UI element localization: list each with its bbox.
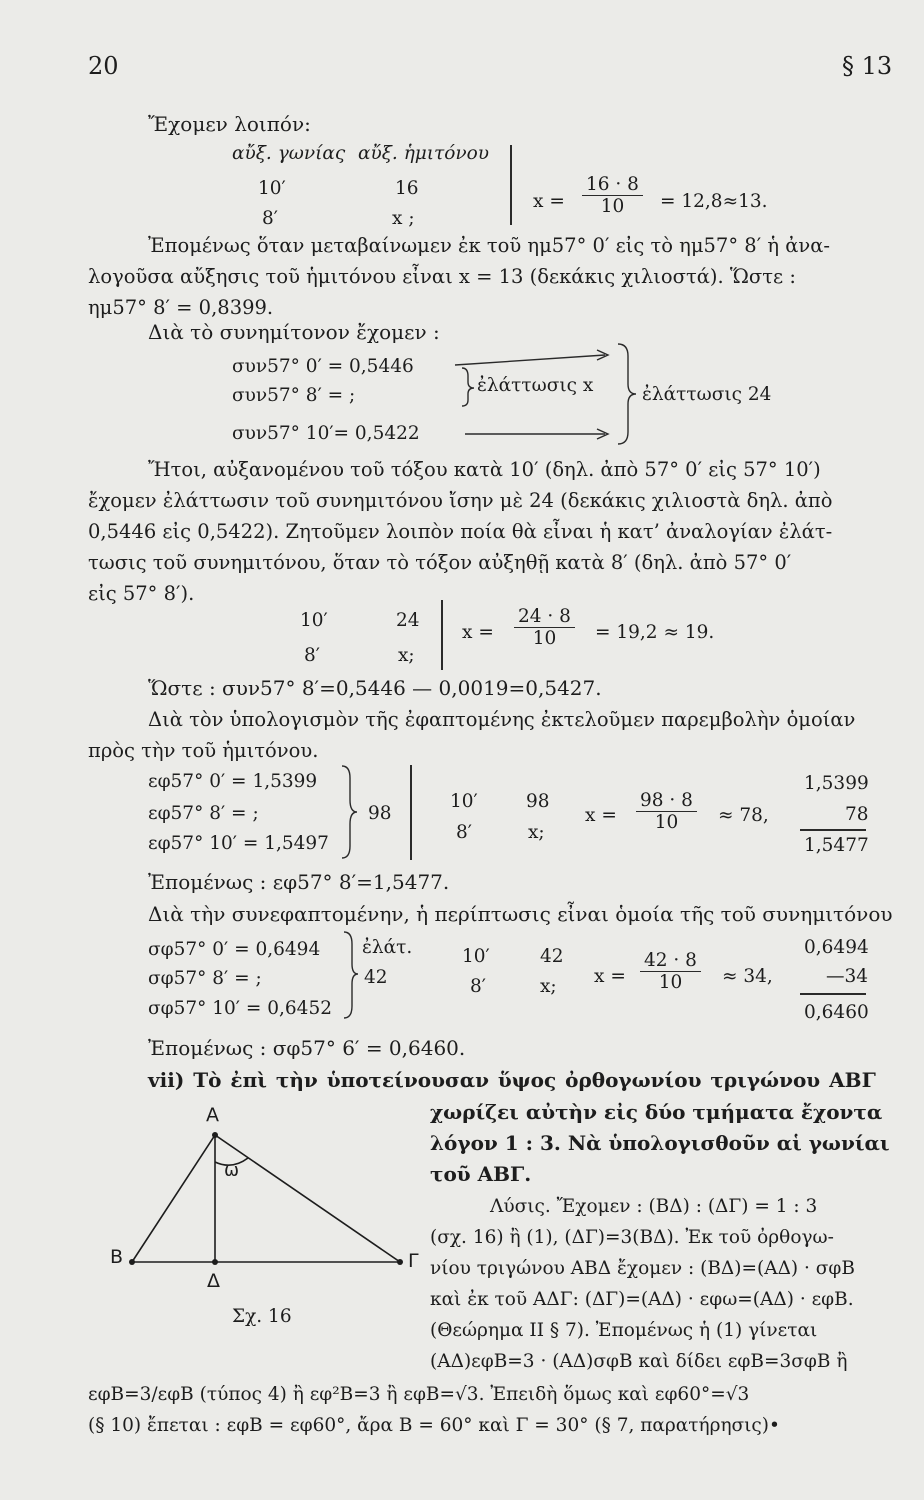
cot-fraction-den: 10 [658, 972, 683, 993]
table2-x-equals: x = [462, 622, 494, 643]
problem-line-4: τοῦ ΑΒΓ. [430, 1162, 532, 1186]
solution-line-5: (Θεώρημα ΙΙ § 7). Ἐπομένως ἡ (1) γίνεται [430, 1320, 818, 1341]
solution-text: Λύσις. Ἔχομεν : (ΒΔ) : (ΔΓ) = 1 : 3 [490, 1196, 818, 1217]
paragraph-2-line: εἰς 57° 8′). [88, 582, 195, 605]
paragraph-2-line: τωσις τοῦ συνημιτόνου, ὅταν τὸ τόξον αὐξηθῇ κατὰ 8′ (δηλ. ἀπὸ 57° 0′ [88, 551, 792, 574]
tan-fraction-num: 98 · 8 [636, 790, 697, 812]
cos-row-3: συν57° 10′= 0,5422 [232, 423, 420, 444]
point-d [212, 1259, 218, 1265]
problem-line-3: λόγον 1 : 3. Νὰ ὑπολογισθοῦν αἱ γωνίαι [430, 1131, 890, 1155]
label-g: Γ [408, 1250, 419, 1272]
cos-decrease-24: ἐλάττωσις 24 [642, 384, 772, 405]
tan-t-r2c1: 8′ [456, 822, 472, 843]
tan-t-r2c2: x; [528, 822, 545, 843]
solution-line-4: καὶ ἐκ τοῦ ΑΔΓ: (ΔΓ)=(ΑΔ) · εφω=(ΑΔ) · εφΒ. [430, 1289, 854, 1310]
point-b [129, 1259, 135, 1265]
cos-row-1: συν57° 0′ = 0,5446 [232, 356, 414, 377]
table2-fraction-den: 10 [532, 628, 557, 649]
tan-fraction-den: 10 [654, 812, 679, 833]
table2-fraction-num: 24 · 8 [514, 606, 575, 628]
tan-row-1: εφ57° 0′ = 1,5399 [148, 771, 318, 792]
table1-col2-header: αὔξ. ἡμιτόνου [358, 143, 490, 164]
paragraph-1-line: λογοῦσα αὔξησις τοῦ ἡμιτόνου εἶναι x = 13 (δεκάκις χιλιοστά). Ὥστε : [88, 265, 796, 288]
tan-intro-line: πρὸς τὴν τοῦ ἡμιτόνου. [88, 739, 319, 762]
paragraph-2-line: ἔχομεν ἐλάττωσιν τοῦ συνημιτόνου ἴσην μὲ 24 (δεκάκις χιλιοστὰ δηλ. ἀπὸ [88, 489, 833, 512]
table2-r2c1: 8′ [304, 645, 320, 666]
triangle [132, 1135, 400, 1262]
tan-result-line: Ἐπομένως : εφ57° 8′=1,5477. [148, 870, 450, 894]
cot-fraction-num: 42 · 8 [640, 950, 701, 972]
solution-line-6: (ΑΔ)εφΒ=3 · (ΑΔ)σφΒ καὶ δίδει εφΒ=3σφΒ ἢ [430, 1351, 848, 1372]
cot-intro: Διὰ τὴν συνεφαπτομένην, ἡ περίπτωσις εἶναι ὁμοία τῆς τοῦ συνημιτόνου [148, 902, 893, 926]
table1-col1-header: αὔξ. γωνίας [232, 143, 346, 164]
tan-addend-2: 78 [845, 804, 869, 825]
solution-line-7: εφΒ=3/εφΒ (τύπος 4) ἢ εφ²Β=3 ἢ εφΒ=√3. Ἐπειδὴ ὅμως καὶ εφ60°=√3 [88, 1384, 750, 1405]
table1-fraction-den: 10 [600, 196, 625, 217]
table1-x-equals: x = [533, 191, 565, 212]
cot-row-1: σφ57° 0′ = 0,6494 [148, 939, 321, 960]
problem-line-1: vii) Τὸ ἐπὶ τὴν ὑποτείνουσαν ὕψος ὀρθογωνίου τριγώνου ΑΒΓ [148, 1068, 876, 1092]
tan-row-3: εφ57° 10′ = 1,5497 [148, 833, 329, 854]
cot-diff: 42 [364, 967, 388, 988]
solution-line-2: (σχ. 16) ἢ (1), (ΔΓ)=3(ΒΔ). Ἐκ τοῦ ὀρθογω- [430, 1227, 834, 1248]
tan-row-2: εφ57° 8′ = ; [148, 803, 259, 824]
tan-diff: 98 [368, 803, 392, 824]
tan-result: ≈ 78, [718, 805, 769, 826]
solution-line-8: (§ 10) ἔπεται : εφΒ = εφ60°, ἄρα Β = 60° καὶ Γ = 30° (§ 7, παρατήρησις)• [88, 1415, 780, 1436]
label-d: Δ [207, 1270, 220, 1292]
paragraph-1-line: ημ57° 8′ = 0,8399. [88, 296, 274, 319]
table2-r1c2: 24 [396, 610, 420, 631]
table1-fraction-num: 16 · 8 [582, 174, 643, 196]
tan-addend-1: 1,5399 [804, 773, 869, 794]
label-a: Α [206, 1104, 219, 1126]
paragraph-2-line: 0,5446 εἰς 0,5422). Ζητοῦμεν λοιπὸν ποία θὰ εἶναι ἡ κατ’ ἀναλογίαν ἐλάτ- [88, 520, 833, 543]
cot-t-r1c1: 10′ [462, 946, 490, 967]
section-number: § 13 [842, 52, 893, 80]
cot-t-r2c1: 8′ [470, 976, 486, 997]
tan-t-r1c1: 10′ [450, 791, 478, 812]
cos-intro: Διὰ τὸ συνημίτονον ἔχομεν : [148, 320, 440, 344]
table2-result: = 19,2 ≈ 19. [595, 622, 715, 643]
label-b: Β [110, 1246, 124, 1268]
table1-r2c2: x ; [392, 208, 415, 229]
cot-t-r1c2: 42 [540, 946, 564, 967]
intro-line: Ἔχομεν λοιπόν: [148, 112, 311, 136]
cos-decrease-x: ἐλάττωσις x [477, 375, 594, 396]
tan-intro-line: Διὰ τὸν ὑπολογισμὸν τῆς ἐφαπτομένης ἐκτελοῦμεν παρεμβολὴν ὁμοίαν [148, 708, 856, 731]
table1-r2c1: 8′ [262, 208, 278, 229]
paragraph-1-line: Ἐπομένως ὅταν μεταβαίνωμεν ἐκ τοῦ ημ57° 0′ εἰς τὸ ημ57° 8′ ἡ ἀνα- [148, 234, 830, 257]
tan-sum: 1,5477 [804, 835, 869, 856]
cot-row-3: σφ57° 10′ = 0,6452 [148, 998, 332, 1019]
table1-r1c1: 10′ [258, 178, 286, 199]
problem-line-2: χωρίζει αὐτὴν εἰς δύο τμήματα ἔχοντα [430, 1100, 883, 1124]
paragraph-2-line: Ἤτοι, αὐξανομένου τοῦ τόξου κατὰ 10′ (δηλ. ἀπὸ 57° 0′ εἰς 57° 10′) [148, 458, 821, 481]
tan-x-equals: x = [585, 805, 617, 826]
tan-t-r1c2: 98 [526, 791, 550, 812]
table1-r1c2: 16 [395, 178, 419, 199]
cot-sum: 0,6460 [804, 1002, 869, 1023]
cot-diff-label: ἐλάτ. [362, 937, 413, 958]
cos-row-2: συν57° 8′ = ; [232, 385, 356, 406]
table1-result: = 12,8≈13. [660, 191, 768, 212]
cot-addend-1: 0,6494 [804, 937, 869, 958]
table2-r2c2: x; [398, 645, 415, 666]
label-omega: ω [224, 1160, 240, 1181]
cot-result-line: Ἐπομένως : σφ57° 6′ = 0,6460. [148, 1036, 466, 1060]
solution-line-3: νίου τριγώνου ΑΒΔ ἔχομεν : (ΒΔ)=(ΑΔ) · σφΒ [430, 1258, 855, 1279]
cot-x-equals: x = [594, 966, 626, 987]
point-g [397, 1259, 403, 1265]
table2-r1c1: 10′ [300, 610, 328, 631]
cot-row-2: σφ57° 8′ = ; [148, 968, 262, 989]
point-a [212, 1132, 218, 1138]
cot-t-r2c2: x; [540, 976, 557, 997]
cot-result: ≈ 34, [722, 966, 773, 987]
cot-addend-2: —34 [826, 966, 869, 987]
cos-result: Ὥστε : συν57° 8′=0,5446 — 0,0019=0,5427. [148, 676, 602, 700]
page-number: 20 [88, 52, 119, 80]
figure-caption: Σχ. 16 [232, 1306, 292, 1327]
